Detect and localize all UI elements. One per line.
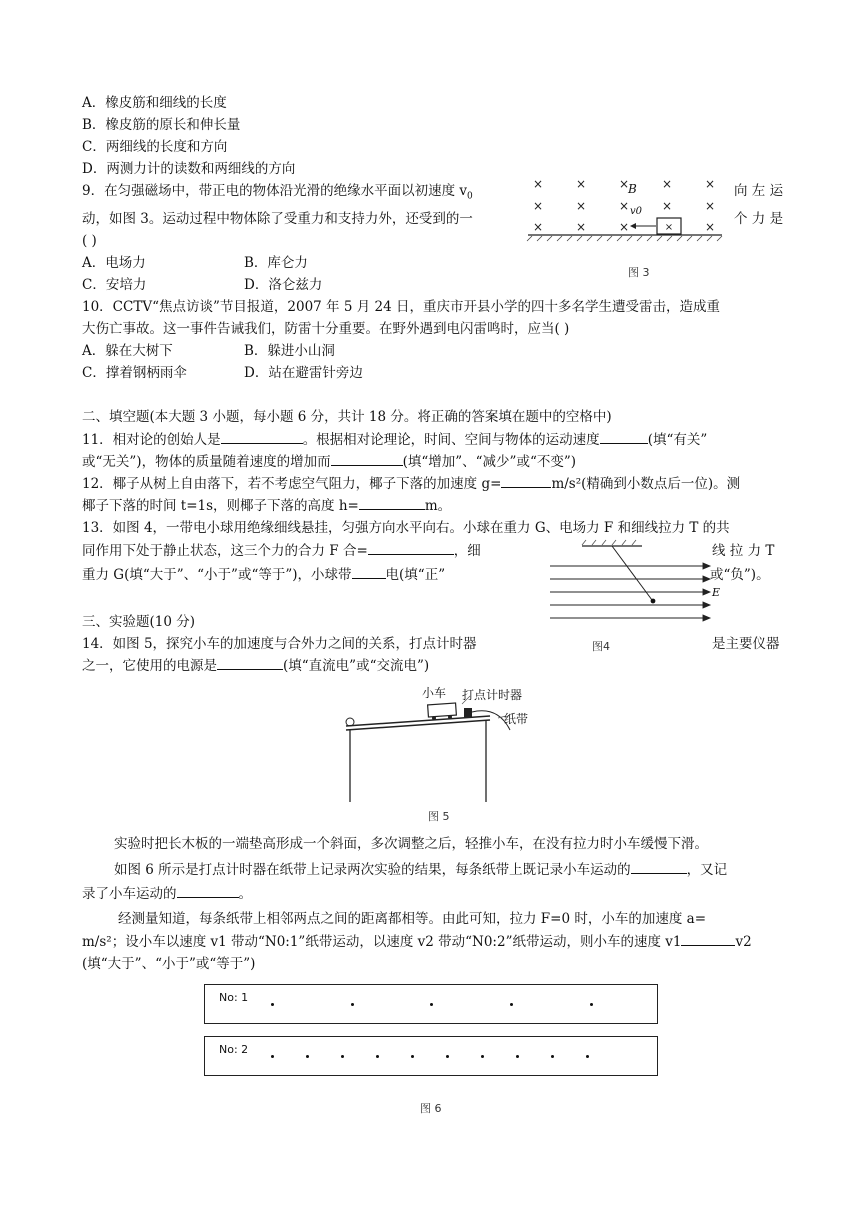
option-d: D．两测力计的读数和两细线的方向 xyxy=(82,161,296,177)
magnetic-field-diagram xyxy=(524,168,726,280)
figure-3-caption: 图 3 xyxy=(628,266,650,279)
q14-para3-line1: 经测量知道，每条纸带上相邻两点之间的距离都相等。由此可知，拉力 F=0 时，小车的加速度 a= xyxy=(118,911,707,927)
svg-text:×: × xyxy=(704,199,716,213)
q9-line1: 9．在匀强磁场中，带正电的物体沿光滑的绝缘水平面以初速度 $v_0$ xyxy=(82,183,473,202)
tape-dot xyxy=(551,1055,554,1058)
q14-para2-line1: 如图 6 所示是打点计时器在纸带上记录两次实验的结果，每条纸带上既记录小车运动的 ，又记 xyxy=(114,862,728,878)
q11-line2: 或“无关”)，物体的质量随着速度的增加而 (填“增加”、“减少”或“不变”) xyxy=(82,454,577,470)
tape-dot xyxy=(376,1055,379,1058)
q12-line2: 椰子下落的时间 t=1s，则椰子下落的高度 h= m。 xyxy=(82,498,452,514)
q9-opt-c: C．安培力 xyxy=(82,277,147,293)
q9-line3: ( ) xyxy=(82,233,97,249)
q13-line1: 13．如图 4，一带电小球用绝缘细线悬挂，匀强方向水平向右。小球在重力 G、电场力 F 和细线拉力 T 的共 xyxy=(82,520,730,536)
q9-line2: 动，如图 3。运动过程中物体除了受重力和支持力外，还受到的一 xyxy=(82,211,473,227)
tape-dot xyxy=(430,1003,433,1006)
q14-line1: 14．如图 5，探究小车的加速度与合外力之间的关系，打点计时器 xyxy=(82,636,477,652)
q14-para3-line2: m/s²；设小车以速度 v1 带动“N0:1”纸带运动，以速度 v2 带动“N0:2”纸带运动，则小车的速度 v1 v2 xyxy=(82,934,752,950)
svg-text:×: × xyxy=(575,177,587,191)
svg-text:×: × xyxy=(704,220,716,234)
q10-line2: 大伤亡事故。这一事件告诫我们，防雷十分重要。在野外遇到电闪雷鸣时，应当( ) xyxy=(82,321,570,337)
svg-text:×: × xyxy=(532,220,544,234)
q13-line2: 同作用下处于静止状态，这三个力的合力 F 合= ，细 xyxy=(82,543,481,559)
svg-text:×: × xyxy=(618,220,630,234)
tape-dot xyxy=(351,1003,354,1006)
q12-line1: 12．椰子从树上自由落下，若不考虑空气阻力，椰子下落的加速度 g= m/s²(精确到小数点后一位)。测 xyxy=(82,476,741,492)
q14-para1: 实验时把长木板的一端垫高形成一个斜面，多次调整之后，轻推小车，在没有拉力时小车缓慢下滑。 xyxy=(114,836,708,852)
svg-text:×: × xyxy=(664,222,674,233)
figure-4-caption: 图4 xyxy=(592,640,610,653)
electric-field-diagram xyxy=(548,538,760,634)
svg-text:×: × xyxy=(661,177,673,191)
tape-2 xyxy=(204,1036,658,1076)
svg-text:×: × xyxy=(532,177,544,191)
section-3-heading: 三、实验题(10 分) xyxy=(82,614,196,630)
q14-line1-right: 是主要仪器 xyxy=(712,636,780,652)
field-label-e: E xyxy=(712,586,721,599)
q14-para2-line2: 录了小车运动的 。 xyxy=(82,886,252,902)
tape-dot xyxy=(411,1055,414,1058)
option-b: B．橡皮筋的原长和伸长量 xyxy=(82,117,241,133)
tape-label: 纸带 xyxy=(504,712,529,726)
svg-text:×: × xyxy=(532,199,544,213)
velocity-label: v0 xyxy=(630,206,643,217)
tape-dot xyxy=(510,1003,513,1006)
tape-dot xyxy=(306,1055,309,1058)
q9-line2-right: 个 力 是 xyxy=(734,211,784,227)
field-label-b: B xyxy=(628,182,637,196)
cart-label: 小车 xyxy=(422,686,447,700)
tape-1-label: No: 1 xyxy=(219,991,249,1004)
q14-para3-line3: (填“大于”、“小于”或“等于”) xyxy=(82,956,256,972)
tape-dot xyxy=(341,1055,344,1058)
tape-dot xyxy=(271,1055,274,1058)
q9-opt-d: D．洛仑兹力 xyxy=(244,277,323,293)
q14-line2: 之一，它使用的电源是 (填“直流电”或“交流电”) xyxy=(82,658,430,674)
svg-text:×: × xyxy=(618,177,630,191)
svg-text:×: × xyxy=(575,199,587,213)
timer-label: 打点计时器 xyxy=(462,688,523,702)
q13-line3-right: 或“负”)。 xyxy=(710,567,770,583)
tape-1 xyxy=(204,984,658,1024)
q9-opt-b: B．库仑力 xyxy=(244,255,308,271)
tape-dot xyxy=(516,1055,519,1058)
svg-text:×: × xyxy=(575,220,587,234)
figure-6-caption: 图 6 xyxy=(420,1102,442,1115)
figure-5 xyxy=(338,680,538,826)
svg-text:×: × xyxy=(704,177,716,191)
q10-opt-d: D．站在避雷针旁边 xyxy=(244,365,363,381)
q11-line1: 11．相对论的创始人是 。根据相对论理论，时间、空间与物体的运动速度 (填“有关” xyxy=(82,432,708,448)
tape-2-label: No: 2 xyxy=(219,1043,249,1056)
figure-3 xyxy=(524,168,726,280)
svg-text:×: × xyxy=(618,199,630,213)
section-2-heading: 二、填空题(本大题 3 小题，每小题 6 分，共计 18 分。将正确的答案填在题中的空格中) xyxy=(82,409,612,425)
q9-opt-a: A．电场力 xyxy=(82,255,146,271)
tape-dot xyxy=(586,1055,589,1058)
tape-dot xyxy=(590,1003,593,1006)
figure-5-caption: 图 5 xyxy=(428,810,450,823)
q9-line1-right: 向 左 运 xyxy=(734,183,784,199)
q10-opt-a: A．躲在大树下 xyxy=(82,343,173,359)
q13-line2-right: 线 拉 力 T xyxy=(712,543,775,559)
q13-line3: 重力 G(填“大于”、“小于”或“等于”)，小球带 电(填“正” xyxy=(82,567,446,583)
q10-opt-b: B．躲进小山洞 xyxy=(244,343,335,359)
svg-text:×: × xyxy=(661,199,673,213)
option-c: C．两细线的长度和方向 xyxy=(82,139,228,155)
q10-opt-c: C．撑着钢柄雨伞 xyxy=(82,365,187,381)
tape-dot xyxy=(446,1055,449,1058)
q10-line1: 10．CCTV“焦点访谈”节目报道，2007 年 5 月 24 日，重庆市开县小学的四十多名学生遭受雷击，造成重 xyxy=(82,299,720,315)
option-a: A．橡皮筋和细线的长度 xyxy=(82,95,227,111)
tape-dot xyxy=(271,1003,274,1006)
tape-dot xyxy=(481,1055,484,1058)
